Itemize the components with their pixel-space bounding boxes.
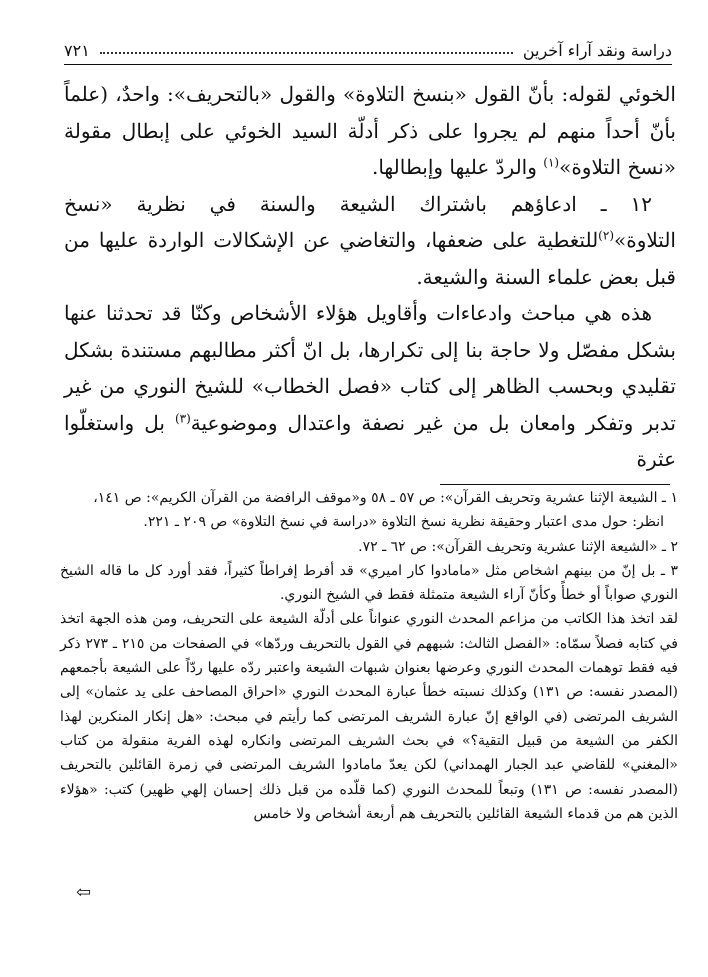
footnote-ref: (١) — [543, 155, 560, 170]
footnotes — [60, 486, 678, 826]
paragraph-text: للتغطية على ضعفها، والتغاضي عن الإشكالات الواردة عليها من قبل بعض علماء السنة والشيعة. — [64, 228, 676, 289]
running-header — [64, 24, 672, 60]
footnote: انظر: حول مدى اعتبار وحقيقة نظرية نسخ التلاوة «دراسة في نسخ التلاوة» ص ٢٠٩ ـ ٢٢١. — [143, 514, 664, 531]
paragraph-text: والردّ عليها وإبطالها. — [371, 155, 537, 179]
paragraph-text: الخوئي لقوله: بأنّ القول «بنسخ التلاوة» والقول «بالتحريف»: واحدٌ، (علماً بأنّ أحداً منهم لم يجروا على ذكر أدلّة السيد الخوئي على إبطال مقولة «نسخ التلاوة» — [64, 82, 676, 179]
paragraph — [64, 186, 676, 296]
footnote: ١ ـ الشيعة الإثنا عشرية وتحريف القرآن»: ص ٥٧ ـ ٥٨ و«موقف الرافضة من القرآن الكريم»: ص ١٤١، — [93, 490, 678, 506]
footnote-separator — [440, 484, 670, 485]
paragraph — [64, 76, 676, 186]
paragraph-text: هذه هي مباحث وادعاءات وأقاويل هؤلاء الأشخاص وكنّا قد تحدثنا عنها بشكل مفصّل ولا حاجة بنا إلى تكرارها، بل انّ أكثر مطالبهم مستندة بشكل تقليدي وبحسب الظاهر إلى كتاب «فصل الخطاب» للشيخ النوري من غير تدبر وتفكر وامعان بل من غير نصفة واعتدال وموضوعية — [64, 301, 676, 435]
footnote: لقد اتخذ هذا الكاتب من مزاعم المحدث النوري عنواناً على أدلّة الشيعة على التحريف، ومن هذه الجهة اتخذ في كتابه فصلاً سمّاه: «الفصل الثالث: شبههم في القول بالتحريف وردّها» في الصفحات من ٢١٥ ـ ٢٧٣ ذكر فيه فقط توهمات المحدث النوري وعرضها بعنوان شبهات الشيعة واعتبر ردّه عليها ردّاً على الشيعة بأجمعهم (المصدر نفسه: ص ١٣١) وكذلك نسبته خطأ عبارة المحدث النوري «احراق المصاحف على يد عثمان» إلى الشريف المرتضى (في الواقع إنّ عبارة الشريف المرتضى كما رأيتم في مبحث: «هل إنكار المنكرين لهذا الكفر من الشيعة من قبيل التقية؟» في بحث الشريف المرتضى وانكاره لهذه الفرية منقولة من كتاب «المغني» للقاضي عبد الجبار الهمداني) لكن يعدّ مامادوا الشريف المرتضى في زمرة القائلين بالتحريف (المصدر نفسه: ص ١٣١) وتبعاً للمحدث النوري (كما قلّده من قبل ذلك إحسان إلهي ظهير) كتب: «هؤلاء الذين هم من قدماء الشيعة القائلين بالتحريف هم أربعة أشخاص ولا خامس — [60, 611, 678, 822]
footnote: ٢ ـ «الشيعة الإثنا عشرية وتحريف القرآن»: ص ٦٢ ـ ٧٢. — [358, 538, 678, 555]
header-rule — [64, 64, 672, 65]
paragraph-text: بل واستغلّوا عثرة — [64, 410, 676, 471]
main-text — [64, 76, 676, 478]
page-number: ٧٢١ — [64, 41, 90, 60]
continue-arrow-icon: ⇦ — [76, 882, 92, 903]
paragraph-text: ١٢ ـ ادعاؤهم باشتراك الشيعة والسنة في نظرية «نسخ التلاوة» — [64, 191, 676, 252]
footnote-ref: (٢) — [598, 228, 614, 243]
running-header-title: دراسة ونقد آراء آخرين — [522, 41, 672, 60]
paragraph — [64, 295, 676, 478]
footnote: ٣ ـ بل إنّ من بينهم اشخاص مثل «مامادوا كار اميري» قد أفرط إفراطاً كثيراً، فقد أورد كل ما قاله الشيخ النوري صواباً أو خطأً وكأنّ آراء الشيعة متمثلة فقط في الشيخ النوري. — [60, 562, 678, 604]
footnote-ref: (٣) — [174, 410, 191, 425]
header-dotted-leader — [100, 52, 513, 54]
